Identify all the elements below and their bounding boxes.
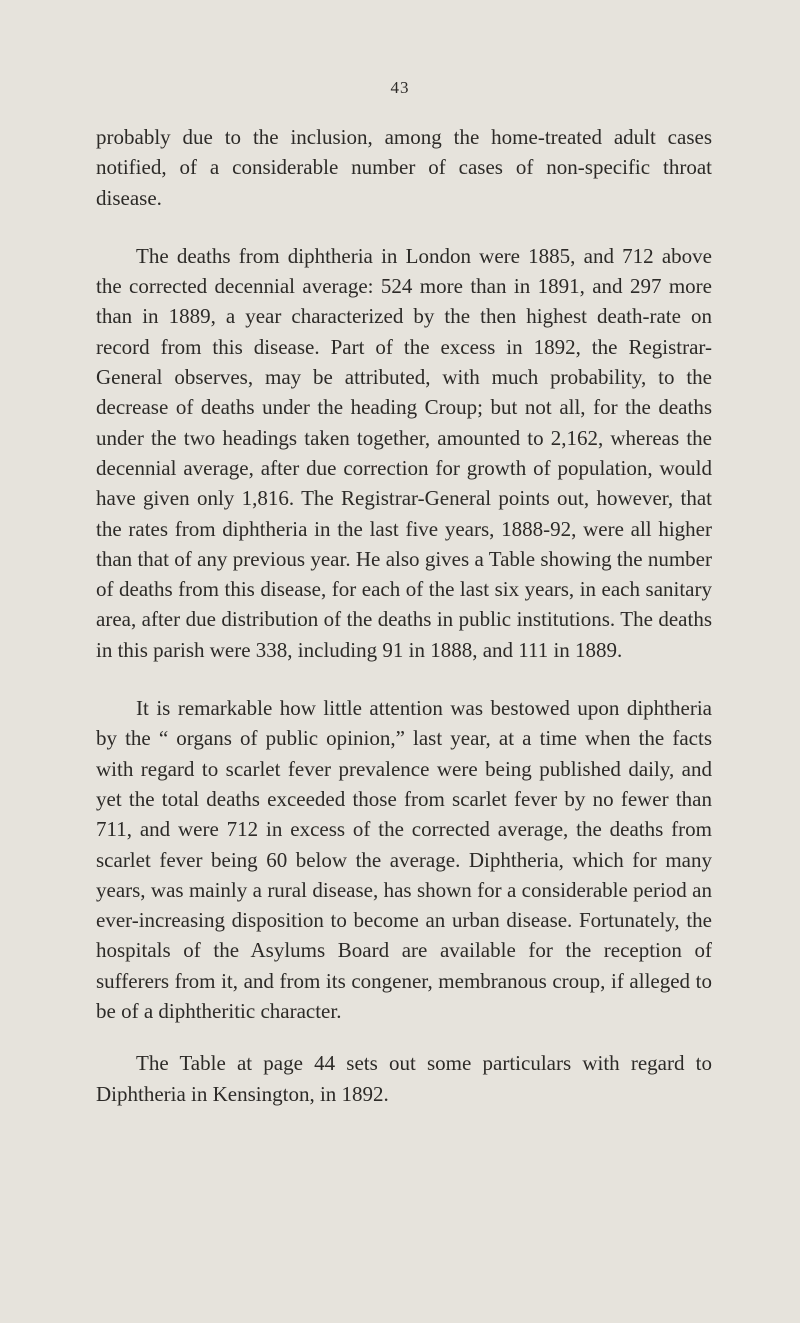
body-text bbox=[96, 122, 712, 1137]
paragraph-table-reference: The Table at page 44 sets out some particulars with regard to Diphtheria in Kensington, in 1892. bbox=[96, 1051, 712, 1106]
page-number: 43 bbox=[390, 78, 410, 97]
paragraph-continuation: probably due to the inclusion, among the home-treated adult cases notified, of a considerable number of cases of non-specific throat disease. bbox=[96, 125, 712, 210]
paragraph-london-deaths: The deaths from diphtheria in London were 1885, and 712 above the corrected decennial average: 524 more than in 1891, and 297 more than in 1889, a year characterized by the then highest death-rate on record from this disease. Part of the excess in 1892, the Registrar-General observes, may be attributed, with much probability, to the decrease of deaths under the heading Croup; but not all, for the deaths under the two headings taken together, amounted to 2,162, whereas the decennial average, after due correction for growth of population, would have given only 1,816. The Registrar-General points out, however, that the rates from diphtheria in the last five years, 1888-92, were all higher than that of any previous year. He also gives a Table showing the number of deaths from this disease, for each of the last six years, in each sanitary area, after due distribution of the deaths in public institutions. The deaths in this parish were 338, including 91 in 1888, and 111 in 1889. bbox=[96, 243, 712, 662]
paragraph-public-opinion: It is remarkable how little attention was bestowed upon diphtheria by the “ organs of public opinion,” last year, at a time when the facts with regard to scarlet fever prevalence were being published daily, and yet the total deaths exceeded those from scarlet fever by no fewer than 711, and were 712 in excess of the corrected average, the deaths from scarlet fever being 60 below the average. Diphtheria, which for many years, was mainly a rural disease, has shown for a considerable period an ever-increasing disposition to become an urban disease. Fortunately, the hospitals of the Asylums Board are available for the reception of sufferers from it, and from its congener, membranous croup, if alleged to be of a diphtheritic character. bbox=[96, 696, 712, 1024]
